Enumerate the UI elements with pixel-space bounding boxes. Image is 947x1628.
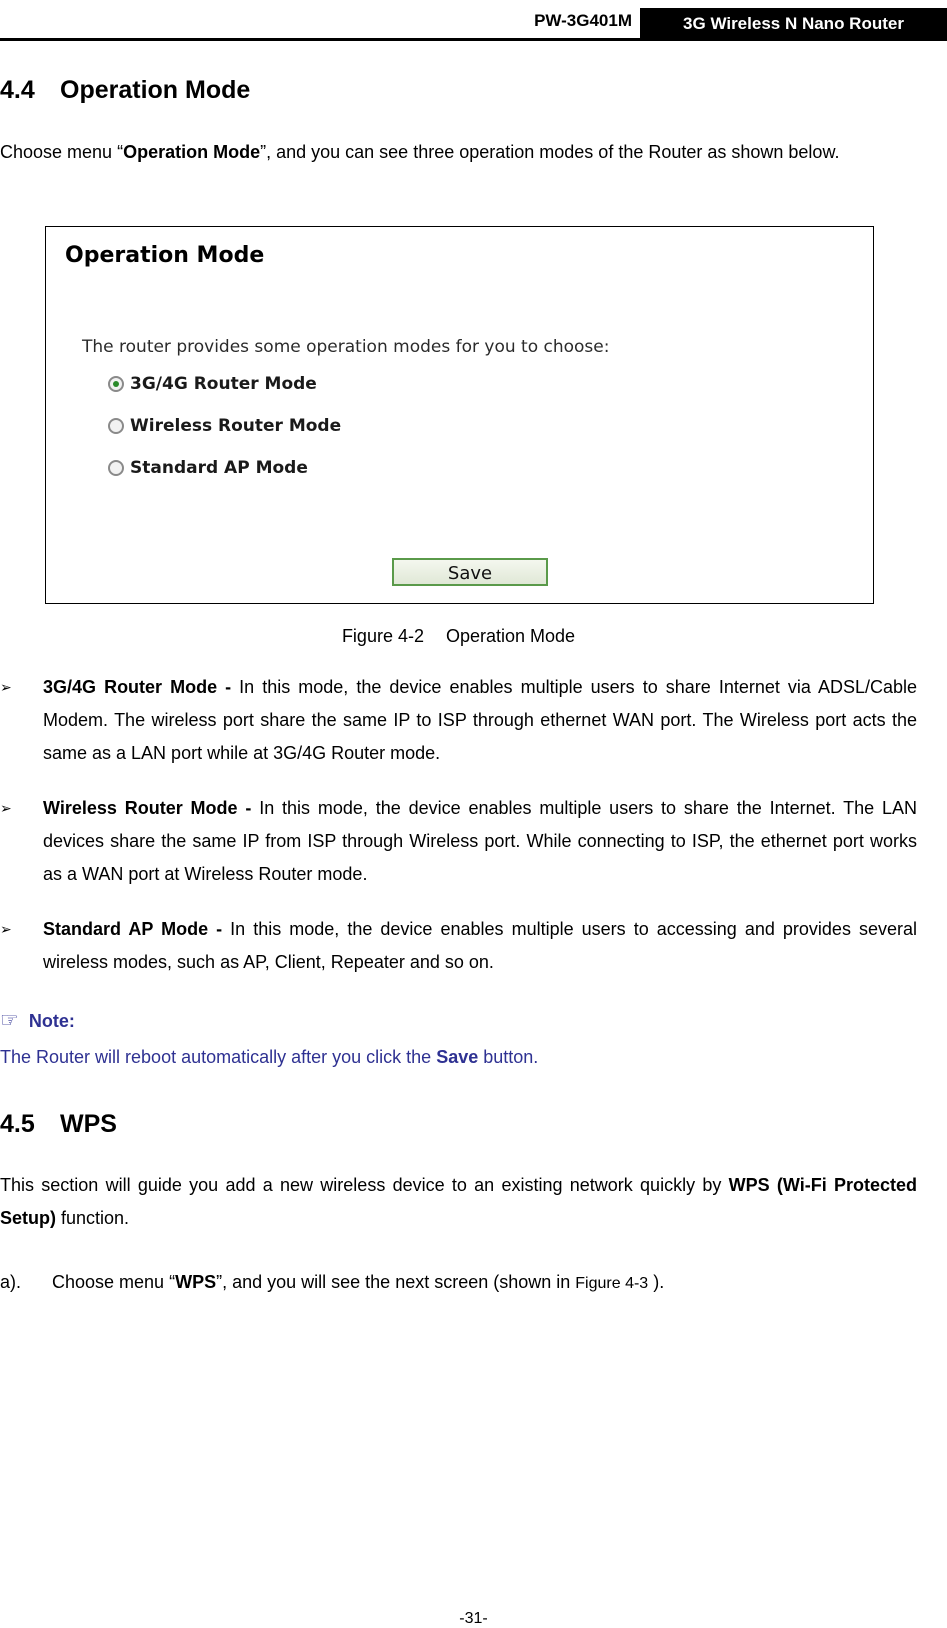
bullet-term: Wireless Router Mode -: [43, 798, 252, 818]
option-label: Standard AP Mode: [130, 458, 308, 478]
intro-text-end: function.: [56, 1208, 130, 1228]
option-standard-ap-mode[interactable]: [108, 458, 308, 478]
figure-reference: Figure 4-3: [575, 1275, 649, 1292]
bullet-text: In this mode, the device enables multiple users to share the Internet. The LAN devices share the same IP from ISP through Wireless port. While connecting to ISP, the ethernet port works as a WAN port at Wireless Router mode.: [43, 798, 917, 884]
page-number: -31-: [459, 1610, 488, 1627]
section-number: 4.4: [0, 76, 35, 104]
step-text-mid: ”, and you will see the next screen (shown in: [216, 1272, 576, 1292]
bullet-text: In this mode, the device enables multiple users to share Internet via ADSL/Cable Modem. The wireless port share the same IP to ISP through ethernet WAN port. The Wireless port acts the same as a LAN port while at 3G/4G Router mode.: [43, 677, 918, 763]
wps-term: WPS (Wi-Fi Protected Setup): [0, 1175, 918, 1228]
intro-text: Choose menu “: [0, 142, 124, 162]
intro-text-end: ”, and you can see three operation modes of the Router as shown below.: [260, 142, 840, 162]
step-label: a).: [0, 1272, 22, 1292]
section-title: Operation Mode: [60, 76, 251, 104]
radio-unselected-icon[interactable]: [108, 418, 124, 434]
note-text-end: button.: [478, 1047, 539, 1067]
intro-text: This section will guide you add a new wireless device to an existing network quickly by: [0, 1175, 729, 1195]
wps-intro-paragraph: [0, 1169, 917, 1235]
note-heading: [0, 1008, 75, 1033]
bullet-item: [0, 671, 917, 770]
step-text-end: ).: [648, 1272, 665, 1292]
arrow-bullet-icon: ➢: [0, 921, 12, 937]
note-text-start: The Router will reboot automatically after you click the: [0, 1047, 437, 1067]
save-button[interactable]: Save: [392, 558, 548, 586]
bullet-term: 3G/4G Router Mode -: [43, 677, 232, 697]
note-label: Note:: [28, 1011, 75, 1031]
intro-menu-name: Operation Mode: [123, 142, 261, 162]
screenshot-description: The router provides some operation modes for you to choose:: [82, 337, 610, 357]
option-wireless-router-mode[interactable]: [108, 416, 341, 436]
figure-title: Operation Mode: [445, 626, 576, 646]
header-model: PW-3G401M: [534, 11, 632, 30]
figure-caption: [0, 626, 917, 647]
option-label: 3G/4G Router Mode: [130, 374, 317, 394]
bullet-item: [0, 913, 917, 979]
bullet-term: Standard AP Mode -: [43, 919, 223, 939]
bullet-text: In this mode, the device enables multiple users to accessing and provides several wireless modes, such as AP, Client, Repeater and so on.: [43, 919, 918, 972]
section-number: 4.5: [0, 1110, 35, 1138]
section-heading-4-4: [0, 76, 250, 105]
header-product: 3G Wireless N Nano Router: [640, 8, 947, 40]
option-3g4g-router-mode[interactable]: [108, 374, 317, 394]
step-menu-name: WPS: [175, 1272, 217, 1292]
note-text: [0, 1047, 538, 1068]
radio-selected-icon[interactable]: [108, 376, 124, 392]
header-rule: [0, 38, 947, 41]
operation-mode-screenshot: [45, 226, 874, 604]
bullet-item: [0, 792, 917, 891]
radio-unselected-icon[interactable]: [108, 460, 124, 476]
step-text: Choose menu “: [52, 1272, 176, 1292]
screenshot-title: Operation Mode: [65, 243, 265, 268]
step-a: [0, 1272, 664, 1293]
section-title: WPS: [60, 1110, 117, 1138]
section-heading-4-5: [0, 1110, 117, 1139]
option-label: Wireless Router Mode: [130, 416, 342, 436]
arrow-bullet-icon: ➢: [0, 800, 12, 816]
note-save-term: Save: [436, 1047, 479, 1067]
figure-number: Figure 4-2: [341, 626, 424, 646]
pointing-hand-icon: ☞: [0, 1009, 19, 1032]
running-header: [0, 0, 947, 44]
arrow-bullet-icon: ➢: [0, 679, 12, 695]
section-intro-paragraph: [0, 136, 917, 169]
